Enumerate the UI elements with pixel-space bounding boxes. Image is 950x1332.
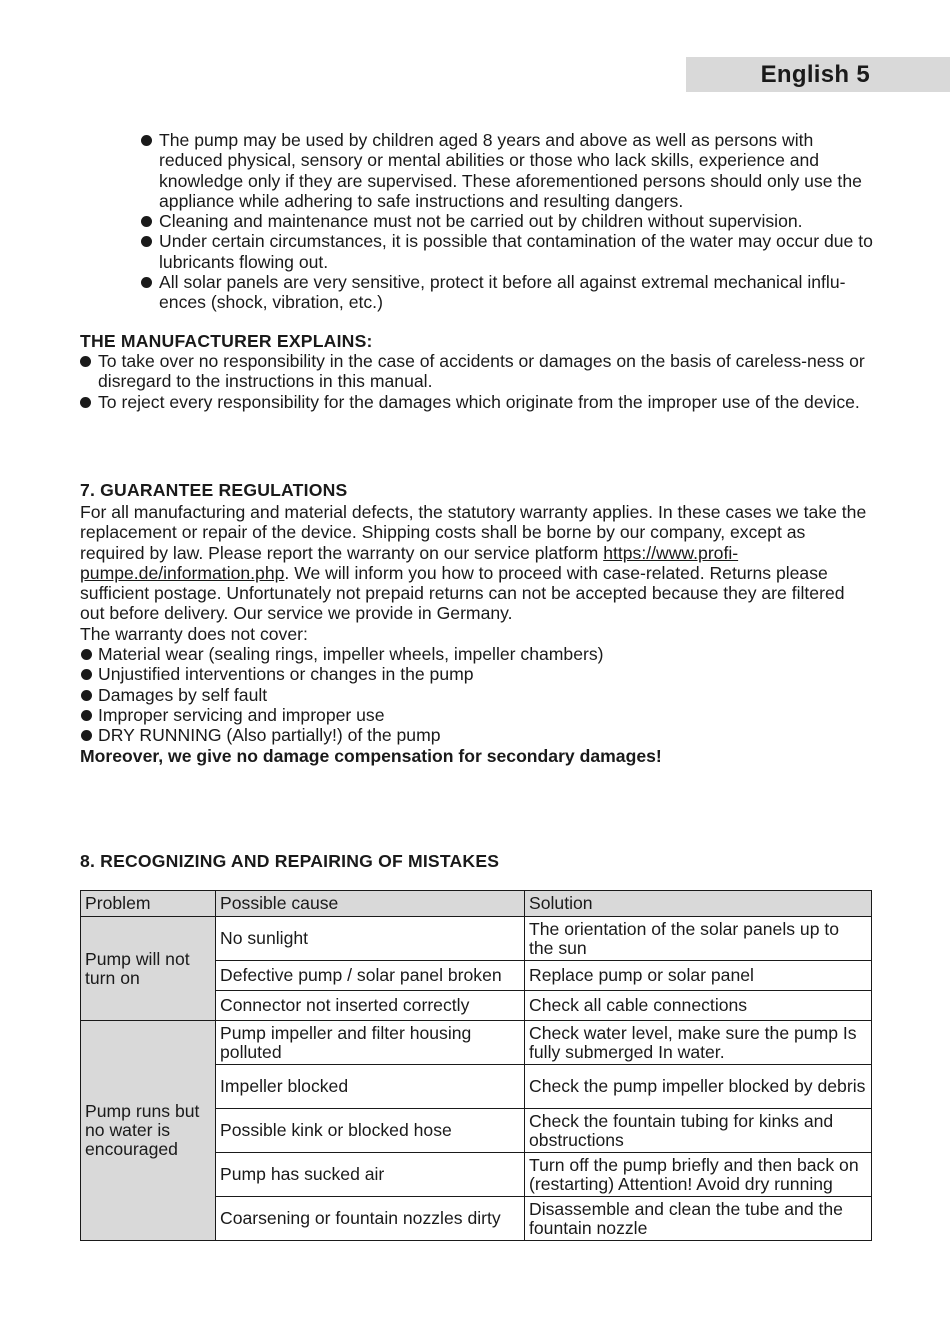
table-header-row [81, 891, 872, 917]
service-platform-link[interactable]: https://www.profi-pumpe.de/information.php [80, 542, 739, 583]
list-item: Cleaning and maintenance must not be carried out by children without supervision. [141, 211, 876, 231]
bullet-icon [141, 277, 152, 288]
bullet-icon [141, 135, 152, 146]
list-item: Under certain circumstances, it is possible that contamination of the water may occur due to lubricants flowing out. [141, 231, 876, 272]
list-item: The pump may be used by children aged 8 years and above as well as persons with reduced physical, sensory or mental abilities or those who lack skills, experience and knowledge only if they are supervised. These aforementioned persons should only use the appliance while adhering to safe instructions and resulting dangers. [141, 130, 876, 211]
bullet-icon [81, 690, 92, 701]
guarantee-paragraph: For all manufacturing and material defects, the statutory warranty applies. In these cases we take the replacement or repair of the device. Shipping costs shall be borne by our company, except as required by law. Please report the warranty on our service platform https://www.profi-pumpe.de/information.php. We will inform you how to proceed with case-related. Returns please sufficient postage. Unfortunately not prepaid returns can not be accepted because they are filtered out before delivery. Our service we provide in Germany. [80, 502, 867, 624]
solution-cell: The orientation of the solar panels up to the sun [525, 917, 872, 961]
guarantee-body [80, 502, 870, 766]
table-row [81, 917, 872, 961]
table-row [81, 1021, 872, 1065]
problem-cell: Pump runs but no water is encouraged [81, 1021, 216, 1241]
cause-cell: Pump impeller and filter housing polluted [216, 1021, 525, 1065]
list-item: Damages by self fault [80, 685, 870, 705]
solution-cell: Check all cable connections [525, 991, 872, 1021]
list-item: To reject every responsibility for the damages which originate from the improper use of the device. [80, 392, 880, 412]
cause-cell: Possible kink or blocked hose [216, 1109, 525, 1153]
manufacturer-list [80, 351, 880, 412]
solution-cell: Check the fountain tubing for kinks and obstructions [525, 1109, 872, 1153]
cause-cell: Impeller blocked [216, 1065, 525, 1109]
column-header: Problem [81, 891, 216, 917]
troubleshooting-table [80, 890, 872, 1241]
guarantee-heading: 7. GUARANTEE REGULATIONS [80, 480, 348, 500]
cause-cell: Coarsening or fountain nozzles dirty [216, 1197, 525, 1241]
list-item: All solar panels are very sensitive, protect it before all against extremal mechanical influ-ences (shock, vibration, etc.) [141, 272, 876, 313]
bullet-icon [81, 710, 92, 721]
bullet-icon [80, 356, 91, 367]
column-header: Solution [525, 891, 872, 917]
bullet-icon [81, 669, 92, 680]
cause-cell: No sunlight [216, 917, 525, 961]
cause-cell: Pump has sucked air [216, 1153, 525, 1197]
problem-cell: Pump will not turn on [81, 917, 216, 1021]
solution-cell: Check the pump impeller blocked by debris [525, 1065, 872, 1109]
list-item: Improper servicing and improper use [80, 705, 870, 725]
closing-statement: Moreover, we give no damage compensation for secondary damages! [80, 745, 662, 766]
safety-list [141, 130, 876, 313]
manufacturer-heading: THE MANUFACTURER EXPLAINS: [80, 331, 373, 351]
page-label-tab [686, 57, 950, 92]
list-item: Material wear (sealing rings, impeller wheels, impeller chambers) [80, 644, 870, 664]
list-item: Unjustified interventions or changes in the pump [80, 664, 870, 684]
list-item: DRY RUNNING (Also partially!) of the pump [80, 725, 870, 745]
solution-cell: Check water level, make sure the pump Is fully submerged In water. [525, 1021, 872, 1065]
not-cover-intro: The warranty does not cover: [80, 623, 308, 644]
troubleshooting-heading: 8. RECOGNIZING AND REPAIRING OF MISTAKES [80, 851, 500, 871]
bullet-icon [81, 649, 92, 660]
cause-cell: Connector not inserted correctly [216, 991, 525, 1021]
cause-cell: Defective pump / solar panel broken [216, 961, 525, 991]
bullet-icon [81, 730, 92, 741]
list-item: To take over no responsibility in the case of accidents or damages on the basis of careless-ness or disregard to the instructions in this manual. [80, 351, 880, 392]
column-header: Possible cause [216, 891, 525, 917]
solution-cell: Turn off the pump briefly and then back on (restarting) Attention! Avoid dry running [525, 1153, 872, 1197]
not-cover-list [80, 644, 870, 745]
bullet-icon [141, 216, 152, 227]
page-label: English 5 [760, 61, 870, 88]
solution-cell: Disassemble and clean the tube and the fountain nozzle [525, 1197, 872, 1241]
bullet-icon [141, 236, 152, 247]
solution-cell: Replace pump or solar panel [525, 961, 872, 991]
bullet-icon [80, 397, 91, 408]
